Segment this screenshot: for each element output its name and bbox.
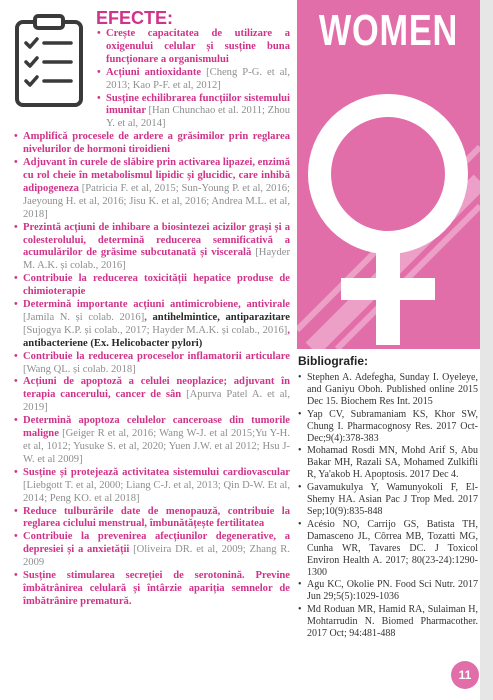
- effect-citation: [Jamila N. și colab. 2016]: [23, 311, 145, 323]
- effect-text: Determină apoptoza celulelor canceroase din tumorile maligne: [23, 415, 290, 440]
- effect-item: [14, 415, 290, 467]
- effect-item: [14, 273, 290, 299]
- effect-text: Contribuie la prevenirea afecțiunilor degenerative, a depresiei și a anxietății: [23, 531, 290, 556]
- effect-item: [14, 299, 290, 351]
- effect-text: Acțiuni de apoptoză a celulei neoplazice; adjuvant în terapia cancerului, cancer de sân: [23, 376, 290, 401]
- page-number-badge: 11: [451, 661, 479, 689]
- effect-text: Crește capacitatea de utilizare a oxigenului celular și susține buna funcționare a organismului: [106, 28, 290, 65]
- effect-citation: [Geiger R et al, 2016; Wang W-J. et al 2015;Yu Y-H. et al, 1012; Yusuke S. et al, 2020; Yuen J.W. et al 2012; Hsu J-W. et al 2009]: [23, 428, 290, 465]
- bibliography-entry: • Yap CV, Subramaniam KS, Khor SW, Chung I. Pharmacognosy Res. 2017 Oct-Dec;9(4):378-383: [298, 409, 478, 445]
- effects-heading: EFECTE:: [96, 8, 174, 28]
- effect-item: [14, 570, 290, 609]
- female-symbol-icon: [297, 0, 480, 349]
- effect-text: Susține echilibrarea funcțiilor sistemului imunitar: [106, 92, 290, 117]
- effect-citation: [Cheng P-G. et al, 2013; Kao P-F. et al, 2012]: [106, 66, 290, 91]
- bibliography-entry: • Gavamukulya Y, Wamunyokoli F, El-Shemy HA. Asian Pac J Trop Med. 2017 Sep;10(9):835-848: [298, 482, 478, 518]
- effect-text: Susține și protejează activitatea sistemului cardiovascular: [23, 466, 290, 478]
- effect-text: Reduce tulburările date de menopauză, contribuie la reglarea ciclului menstrual, îmbunătățește fertilitatea: [23, 505, 290, 530]
- effect-item: [14, 531, 290, 570]
- effect-item: [97, 93, 290, 132]
- effect-text: Contribuie la reducerea proceselor inflamatorii articulare: [23, 350, 290, 362]
- effect-citation: [Sujogya K.P. și colab., 2017; Hayder M.A.K. și colab., 2016]: [23, 324, 288, 336]
- effect-text: Determină importante acțiuni antimicrobiene, antivirale: [23, 299, 290, 311]
- effect-citation: [Hayder M. A.K. și colab., 2016]: [23, 247, 290, 272]
- bibliography-heading: Bibliografie:: [298, 354, 369, 368]
- effect-item: [14, 131, 290, 157]
- effect-text: Susține stimularea secreției de serotonină. Previne îmbătrânirea celulară și întârzie apariția semnelor de îmbătrânire prematură.: [23, 570, 290, 607]
- women-panel: [297, 0, 480, 349]
- effect-text: ,: [287, 324, 290, 336]
- right-edge-strip: [480, 0, 493, 700]
- effect-text: antibacteriene (Ex. Helicobacter pylori): [23, 337, 203, 349]
- bibliography-entry: • Mohamad Rosdi MN, Mohd Arif S, Abu Bakar MH, Razali SA, Mohamed Zulkifli R, Ya'akob H. Apoptosis. 2017 Dec 4.: [298, 445, 478, 481]
- effect-text: Adjuvant în curele de slăbire prin activarea lipazei, enzimă cu rol cheie în metabolismul lipidic și glucidic, care inhibă adipogeneza: [23, 157, 290, 194]
- effect-text: Acțiuni antioxidante: [106, 66, 207, 78]
- bibliography-entry: • Acésio NO, Carrijo GS, Batista TH, Damasceno JL, Côrrea MB, Tozatti MG, Cunha WR, Tavares DC. J Toxicol Environ Health A. 2017; 80(23-24):1290-1300: [298, 519, 478, 579]
- effect-text: Contribuie la reducerea toxicității hepatice produse de chimioterapie: [23, 273, 290, 298]
- effect-item: [97, 67, 290, 93]
- effect-item: [14, 222, 290, 274]
- effect-citation: [Patricia F. et al, 2015; Sun-Young P. et al, 2016; Jaeyoung H. et al, 2016; Jisu K. et al, 2016; Andrea M.L. et al, 2018]: [23, 182, 290, 220]
- effect-text: antihelmintice, antiparazitare: [152, 311, 291, 323]
- effect-citation: [Han Chunchao et al. 2011; Zhou Y. et al, 2014]: [106, 105, 290, 130]
- bibliography-list: [298, 372, 478, 641]
- effect-item: [97, 28, 290, 67]
- effect-item: [14, 351, 290, 377]
- bibliography-entry: • Md Roduan MR, Hamid RA, Sulaiman H, Mohtarrudin N. Biomed Pharmacother. 2017 Oct; 94:481-488: [298, 604, 478, 640]
- bibliography-entry: • Agu KC, Okolie PN. Food Sci Nutr. 2017 Jun 29;5(5):1029-1036: [298, 579, 478, 603]
- effect-item: [14, 376, 290, 415]
- effect-text: Amplifică procesele de ardere a grăsimilor prin reglarea nivelurilor de hormoni tiroidieni: [23, 131, 290, 156]
- effect-item: [14, 506, 290, 532]
- effect-citation: [Wang QL. și colab. 2018]: [23, 363, 136, 375]
- effect-item: [14, 467, 290, 506]
- women-title: WOMEN: [318, 6, 459, 55]
- effect-item: [14, 157, 290, 222]
- effect-text: Prezintă acțiuni de inhibare a biosintezei acizilor grași și a colesterolului, determină reducerea semnificativă a acumulărilor de grăsime subcutanată și viscerală: [23, 221, 290, 259]
- effects-list: [14, 28, 290, 609]
- bibliography-entry: • Stephen A. Adefegha, Sunday I. Oyeleye, and Ganiyu Oboh. Published online 2015 Dec 15. Biochem Res Int. 2015: [298, 372, 478, 408]
- effect-citation: [Oliveira DR. et al, 2009; Zhang R. 2009: [23, 544, 290, 569]
- effect-citation: [Liebgott T. et al, 2000; Liang C-J. et al, 2013; Qin D-W. Et al, 2014; Peng KO. et al 2018]: [23, 479, 290, 504]
- effect-citation: [Apurva Patel A. et al, 2019]: [23, 389, 290, 414]
- effect-text: ,: [144, 311, 153, 323]
